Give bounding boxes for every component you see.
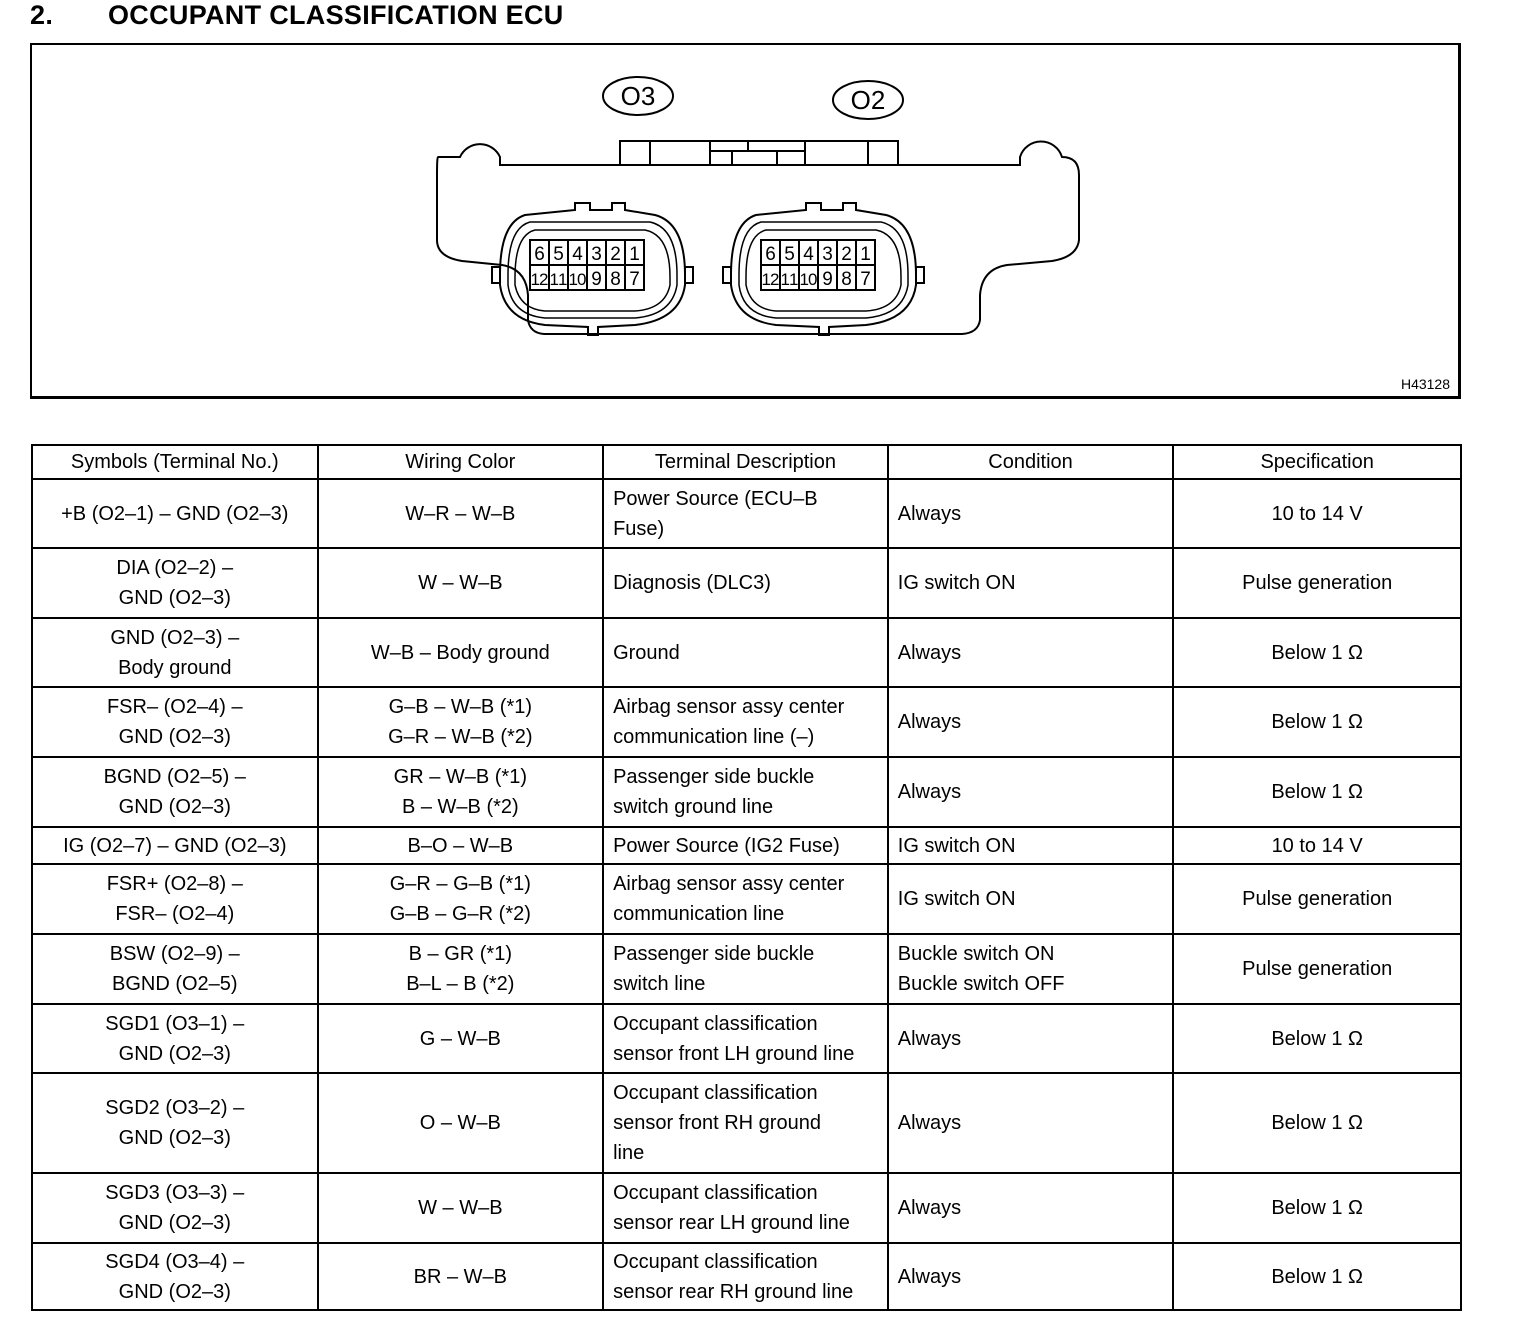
wiring-color-cell-line: G – W–B [419, 1027, 501, 1050]
column-header: Wiring Color [318, 445, 604, 479]
condition-cell-line: Always [897, 1197, 962, 1219]
description-cell [603, 864, 888, 934]
table-row [32, 1073, 1461, 1173]
pin-label: 6 [534, 244, 545, 265]
specification-cell: Below 1 Ω [1173, 757, 1461, 827]
specification-cell: Below 1 Ω [1173, 1004, 1461, 1073]
pin-label: 8 [610, 269, 621, 290]
connector-o2 [723, 203, 924, 335]
condition-cell [888, 934, 1174, 1004]
wiring-color-cell [318, 548, 604, 618]
specification-cell: Below 1 Ω [1173, 1243, 1461, 1310]
description-cell-line: communication line (–) [613, 726, 815, 748]
symbol-cell [32, 757, 318, 827]
condition-cell-line: IG switch ON [897, 572, 1016, 594]
description-cell-line: Ground [613, 641, 680, 664]
ecu-connector-diagram [32, 45, 1458, 396]
wiring-color-cell [318, 864, 604, 934]
pin-label: 2 [841, 244, 852, 265]
section-title: OCCUPANT CLASSIFICATION ECU [108, 0, 564, 30]
symbol-cell [32, 548, 318, 618]
connector-figure [30, 43, 1461, 399]
wiring-color-cell-line: BR – W–B [413, 1265, 507, 1288]
pin-label: 8 [841, 269, 852, 290]
pin-label: 3 [591, 244, 602, 265]
ecu-top-tab [620, 141, 898, 165]
pin-label: 4 [572, 244, 583, 265]
specification-cell: Pulse generation [1173, 864, 1461, 934]
condition-cell [888, 864, 1174, 934]
symbol-cell-line: SGD4 (O3–4) – [105, 1250, 245, 1273]
wiring-color-cell [318, 687, 604, 757]
pin-label: 5 [784, 244, 795, 265]
wiring-color-cell [318, 757, 604, 827]
wiring-color-cell [318, 827, 604, 864]
description-cell-line: Passenger side buckle [613, 943, 815, 965]
symbol-cell-line: GND (O2–3) [118, 1212, 231, 1234]
condition-cell [888, 618, 1174, 687]
pin-label: 9 [822, 269, 833, 290]
table-row [32, 479, 1461, 548]
description-cell-line: Occupant classification [613, 1012, 818, 1035]
pin-label: 11 [780, 270, 799, 289]
column-header: Condition [888, 445, 1174, 479]
pin-label: 11 [549, 270, 568, 289]
symbol-cell [32, 1243, 318, 1310]
section-heading [30, 0, 564, 31]
symbol-cell-line: Body ground [118, 656, 232, 679]
description-cell-line: Power Source (ECU–B [613, 487, 818, 510]
description-cell-line: line [613, 1142, 645, 1164]
symbol-cell-line: IG (O2–7) – GND (O2–3) [63, 834, 287, 857]
description-cell-line: Occupant classification [613, 1250, 818, 1273]
table-row [32, 1243, 1461, 1310]
description-cell [603, 757, 888, 827]
wiring-color-cell-line: O – W–B [419, 1112, 501, 1134]
condition-cell [888, 1243, 1174, 1310]
table-row [32, 1173, 1461, 1243]
pin-label: 10 [568, 270, 587, 289]
symbol-cell-line: BGND (O2–5) – [103, 766, 246, 788]
wiring-color-cell-line: B – W–B (*2) [401, 796, 519, 818]
symbol-cell-line: GND (O2–3) [118, 796, 231, 818]
wiring-color-cell-line: G–R – G–B (*1) [389, 873, 531, 895]
condition-cell-line: Always [897, 781, 962, 803]
symbol-cell-line: SGD2 (O3–2) – [105, 1097, 245, 1119]
description-cell [603, 827, 888, 864]
wiring-color-cell [318, 1243, 604, 1310]
symbol-cell [32, 1173, 318, 1243]
condition-cell [888, 1173, 1174, 1243]
wiring-color-cell-line: G–R – W–B (*2) [388, 726, 533, 748]
description-cell-line: communication line [613, 903, 785, 925]
symbol-cell-line: SGD3 (O3–3) – [105, 1182, 245, 1204]
table-row [32, 827, 1461, 864]
specification-cell: 10 to 14 V [1173, 479, 1461, 548]
description-cell [603, 1004, 888, 1073]
symbol-cell [32, 479, 318, 548]
condition-cell [888, 1073, 1174, 1173]
description-cell [603, 687, 888, 757]
symbol-cell-line: GND (O2–3) [118, 587, 231, 609]
symbol-cell-line: BGND (O2–5) [111, 973, 238, 995]
condition-cell [888, 687, 1174, 757]
wiring-color-cell [318, 934, 604, 1004]
condition-cell [888, 479, 1174, 548]
wiring-color-cell [318, 1173, 604, 1243]
condition-cell-line: IG switch ON [897, 834, 1016, 857]
wiring-color-cell-line: B–O – W–B [407, 834, 514, 857]
description-cell-line: sensor rear LH ground line [613, 1212, 850, 1234]
description-cell-line: switch ground line [613, 796, 774, 818]
pin-label: 5 [553, 244, 564, 265]
pin-label: 7 [629, 269, 640, 290]
wiring-color-cell-line: W – W–B [418, 1197, 503, 1219]
table-row [32, 1004, 1461, 1073]
condition-cell-line: Always [897, 1112, 962, 1134]
wiring-color-cell-line: GR – W–B (*1) [393, 766, 527, 788]
pin-label: 1 [860, 244, 871, 265]
symbol-cell [32, 1073, 318, 1173]
condition-cell-line: Always [897, 502, 962, 525]
wiring-color-cell-line: G–B – G–R (*2) [389, 903, 531, 925]
specification-cell: Below 1 Ω [1173, 618, 1461, 687]
pin-label: 3 [822, 244, 833, 265]
symbol-cell-line: GND (O2–3) [118, 1042, 231, 1065]
wiring-color-cell [318, 1004, 604, 1073]
figure-id: H43128 [1400, 376, 1450, 392]
table-header-row [32, 445, 1461, 479]
wiring-color-cell [318, 479, 604, 548]
pin-label: 4 [803, 244, 814, 265]
wiring-color-cell-line: W–B – Body ground [370, 641, 550, 664]
pin-label: 1 [629, 244, 640, 265]
wiring-color-cell-line: B–L – B (*2) [406, 973, 515, 995]
pin-label: 12 [761, 270, 780, 289]
description-cell [603, 479, 888, 548]
pin-label: 9 [591, 269, 602, 290]
wiring-color-cell-line: W – W–B [418, 572, 503, 594]
section-number: 2. [30, 0, 54, 30]
wiring-color-cell-line: G–B – W–B (*1) [388, 696, 533, 718]
symbol-cell [32, 864, 318, 934]
description-cell-line: sensor front LH ground line [613, 1042, 855, 1065]
table-row [32, 864, 1461, 934]
specification-cell: 10 to 14 V [1173, 827, 1461, 864]
description-cell-line: Occupant classification [613, 1182, 818, 1204]
description-cell-line: Occupant classification [613, 1082, 818, 1104]
pin-label: 6 [765, 244, 776, 265]
condition-cell-line: IG switch ON [897, 888, 1016, 910]
description-cell-line: Power Source (IG2 Fuse) [613, 834, 840, 857]
wiring-color-cell [318, 1073, 604, 1173]
table-row [32, 757, 1461, 827]
pin-label: 7 [860, 269, 871, 290]
symbol-cell-line: DIA (O2–2) – [116, 557, 234, 579]
terminal-table [31, 444, 1462, 1311]
connector-o3 [492, 203, 693, 335]
symbol-cell-line: FSR– (O2–4) [115, 903, 235, 925]
symbol-cell-line: GND (O2–3) – [110, 626, 240, 649]
table-row [32, 687, 1461, 757]
description-cell [603, 618, 888, 687]
connector-label: O2 [850, 85, 886, 115]
specification-cell: Below 1 Ω [1173, 1173, 1461, 1243]
symbol-cell-line: FSR– (O2–4) – [106, 696, 243, 718]
specification-cell: Below 1 Ω [1173, 687, 1461, 757]
table-row [32, 934, 1461, 1004]
table-row [32, 618, 1461, 687]
condition-cell [888, 757, 1174, 827]
column-header: Symbols (Terminal No.) [32, 445, 318, 479]
symbol-cell-line: GND (O2–3) [118, 726, 231, 748]
pin-label: 10 [799, 270, 818, 289]
symbol-cell-line: GND (O2–3) [118, 1280, 231, 1303]
symbol-cell-line: BSW (O2–9) – [109, 943, 240, 965]
symbol-cell [32, 934, 318, 1004]
condition-cell [888, 827, 1174, 864]
specification-cell: Pulse generation [1173, 934, 1461, 1004]
condition-cell-line: Buckle switch ON [897, 943, 1055, 965]
symbol-cell [32, 1004, 318, 1073]
wiring-color-cell-line: B – GR (*1) [408, 943, 512, 965]
specification-cell: Below 1 Ω [1173, 1073, 1461, 1173]
description-cell-line: Diagnosis (DLC3) [613, 572, 771, 594]
column-header: Specification [1173, 445, 1461, 479]
description-cell [603, 548, 888, 618]
symbol-cell-line: FSR+ (O2–8) – [106, 873, 243, 895]
description-cell-line: Airbag sensor assy center [613, 873, 845, 895]
connector-label: O3 [620, 81, 656, 111]
symbol-cell-line: GND (O2–3) [118, 1127, 231, 1149]
symbol-cell [32, 618, 318, 687]
column-header: Terminal Description [603, 445, 888, 479]
description-cell-line: sensor rear RH ground line [613, 1280, 854, 1303]
condition-cell-line: Always [897, 1027, 962, 1050]
symbol-cell [32, 687, 318, 757]
description-cell-line: Airbag sensor assy center [613, 696, 845, 718]
condition-cell [888, 548, 1174, 618]
condition-cell-line: Always [897, 641, 962, 664]
wiring-color-cell-line: W–R – W–B [405, 502, 516, 525]
description-cell [603, 934, 888, 1004]
condition-cell-line: Buckle switch OFF [897, 973, 1065, 995]
description-cell [603, 1073, 888, 1173]
pin-label: 2 [610, 244, 621, 265]
condition-cell-line: Always [897, 711, 962, 733]
wiring-color-cell [318, 618, 604, 687]
condition-cell-line: Always [897, 1265, 962, 1288]
pin-label: 12 [530, 270, 549, 289]
symbol-cell-line: SGD1 (O3–1) – [105, 1012, 245, 1035]
description-cell-line: switch line [613, 973, 706, 995]
description-cell-line: Fuse) [613, 517, 665, 540]
condition-cell [888, 1004, 1174, 1073]
specification-cell: Pulse generation [1173, 548, 1461, 618]
table-row [32, 548, 1461, 618]
symbol-cell-line: +B (O2–1) – GND (O2–3) [61, 502, 289, 525]
description-cell-line: sensor front RH ground [613, 1112, 821, 1134]
description-cell [603, 1173, 888, 1243]
description-cell [603, 1243, 888, 1310]
symbol-cell [32, 827, 318, 864]
description-cell-line: Passenger side buckle [613, 766, 815, 788]
